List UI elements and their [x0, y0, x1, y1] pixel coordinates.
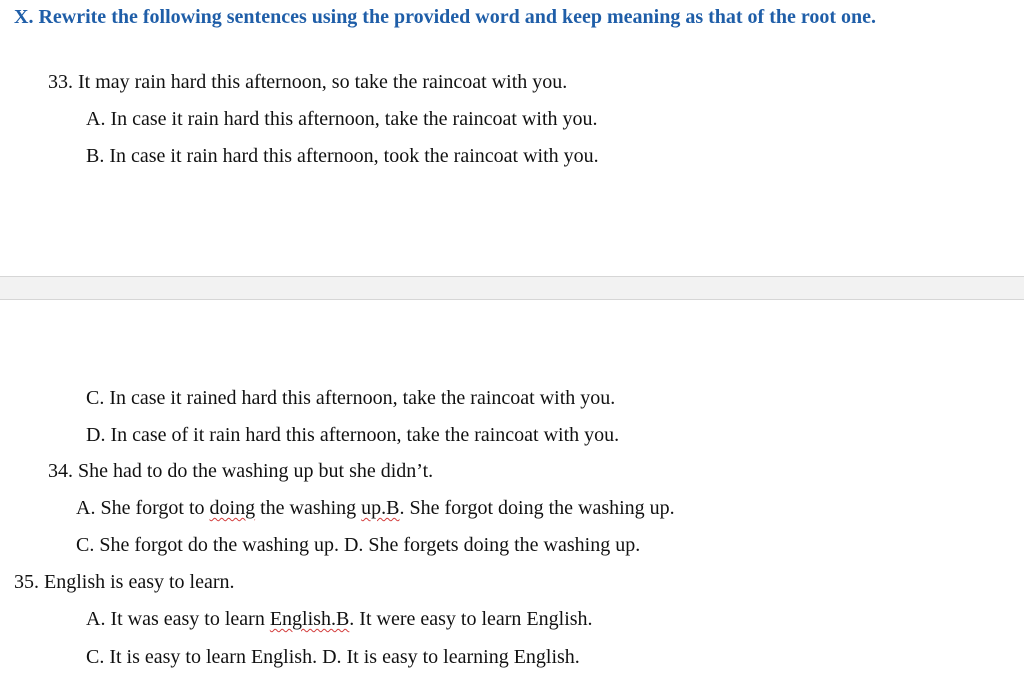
question-35-options-ab: [86, 607, 593, 631]
q34-option-a-text: A. She forgot to: [76, 497, 210, 519]
spellcheck-mark-upb: up.B: [361, 497, 400, 519]
q34-option-a-text-mid: the washing: [255, 497, 362, 519]
question-35-options-cd: C. It is easy to learn English. D. It is easy to learning English.: [86, 646, 580, 668]
section-heading: [14, 2, 1018, 32]
question-33-stem: 33. It may rain hard this afternoon, so take the raincoat with you.: [48, 71, 568, 93]
question-34-options-ab: [76, 496, 675, 520]
question-33-option-d: D. In case of it rain hard this afternoon, take the raincoat with you.: [86, 424, 620, 446]
question-33-option-b: B. In case it rain hard this afternoon, took the raincoat with you.: [86, 145, 599, 167]
q35-option-a-text: A. It was easy to learn: [86, 608, 270, 630]
spellcheck-mark-englishb: English.B: [269, 608, 350, 630]
q34-option-b-text: . She forgot doing the washing up.: [399, 497, 675, 519]
question-35-stem: 35. English is easy to learn.: [14, 571, 235, 593]
question-33-option-c: C. In case it rained hard this afternoon, take the raincoat with you.: [86, 387, 616, 409]
question-33-option-a: A. In case it rain hard this afternoon, take the raincoat with you.: [86, 108, 598, 130]
section-number: X.: [14, 6, 34, 28]
section-instruction: Rewrite the following sentences using the provided word and keep meaning as that of the root one.: [38, 6, 877, 28]
q35-option-b-text: . It were easy to learn English.: [349, 608, 593, 630]
page-break-divider: [0, 276, 1024, 300]
question-34-stem: 34. She had to do the washing up but she didn’t.: [48, 460, 434, 482]
question-34-options-cd: C. She forgot do the washing up. D. She forgets doing the washing up.: [76, 534, 641, 556]
spellcheck-mark-doing: doing: [209, 497, 256, 519]
